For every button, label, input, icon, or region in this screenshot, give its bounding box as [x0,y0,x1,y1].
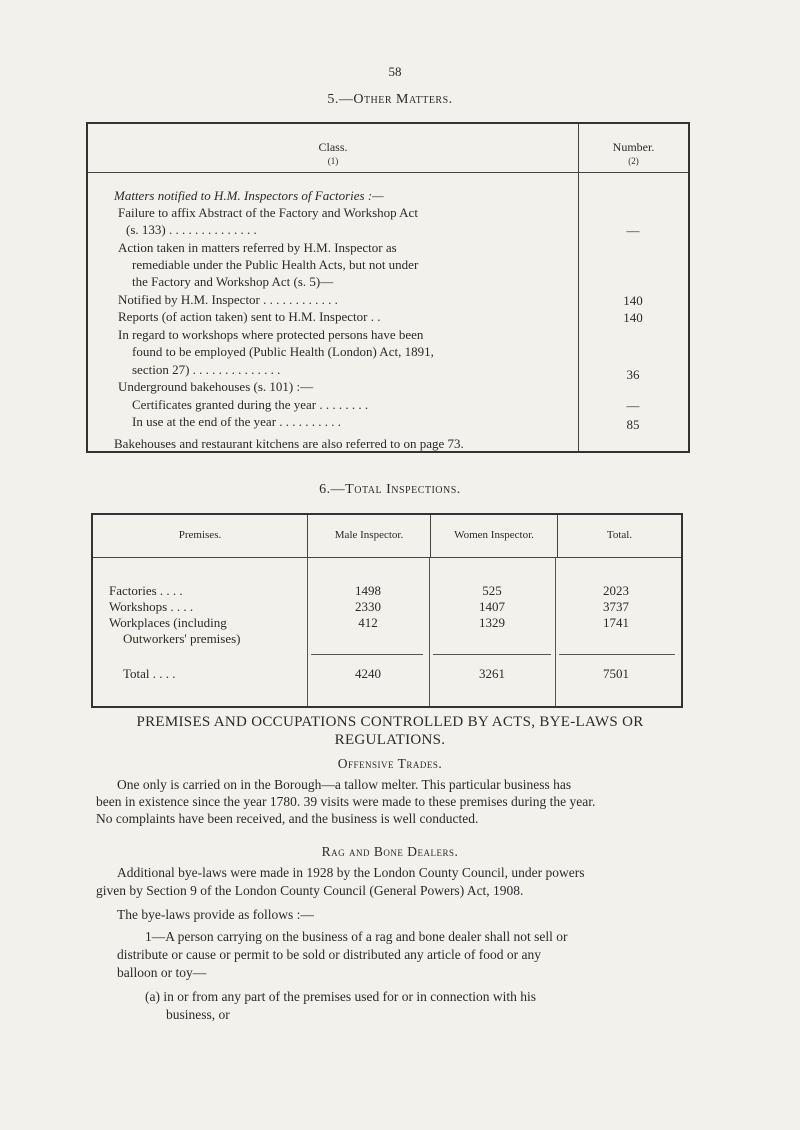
row-text: Reports (of action taken) sent to H.M. Inspector . . [118,309,381,324]
total-rule [311,654,423,655]
column-header-label: Class. [318,140,348,154]
row-text: In use at the end of the year . . . . . . . . . . [132,414,342,429]
column-divider [307,558,308,706]
row-total: 2023 [603,583,629,598]
total-row-women: 3261 [479,666,505,681]
row-text: Certificates granted during the year . . . . . . . . [132,397,369,412]
row-women: 525 [482,583,502,598]
rag-paragraph-line: balloon or toy— [117,965,207,980]
row-text: remediable under the Public Health Acts, but not under [132,257,419,272]
total-row-label: Total . . . . [123,666,176,681]
table-header [88,124,688,173]
rag-bone-heading: Rag and Bone Dealers. [321,844,459,859]
table-body [93,558,681,706]
row-male: 412 [358,615,378,630]
rag-paragraph-line: 1—A person carrying on the business of a rag and bone dealer shall not sell or [145,929,568,944]
section-6-title: 6.—Total Inspections. [319,482,461,497]
premises-heading: PREMISES AND OCCUPATIONS CONTROLLED BY ACTS, BYE-LAWS OR [136,714,644,730]
total-rule [433,654,551,655]
row-text: Underground bakehouses (s. 101) :— [118,379,314,394]
column-header-label: Number. [612,140,655,154]
row-male: 1498 [355,583,381,598]
row-premises: Workshops . . . . [109,599,194,614]
row-value: — [626,398,640,413]
offensive-paragraph-line: One only is carried on in the Borough—a tallow melter. This particular business has [117,777,572,792]
row-value: 85 [626,417,640,432]
bakehouse-note: Bakehouses and restaurant kitchens are also referred to on page 73. [114,436,464,451]
row-male: 2330 [355,599,381,614]
column-header-total: Total. [606,529,633,541]
row-women: 1407 [479,599,505,614]
row-premises: Workplaces (including [109,615,227,630]
column-header-male: Male Inspector. [308,515,431,557]
row-value: 140 [623,293,643,308]
rag-paragraph-line: business, or [166,1007,230,1022]
row-total: 3737 [603,599,629,614]
column-header-number: (1) [327,156,339,166]
column-header-class [88,124,579,172]
total-inspections-table [91,513,683,708]
row-text: found to be employed (Public Health (London) Act, 1891, [132,344,434,359]
table-body [88,173,688,451]
row-text: section 27) . . . . . . . . . . . . . . [132,362,281,377]
rag-paragraph-line: (a) in or from any part of the premises used for or in connection with his [145,989,537,1004]
rag-paragraph-line: given by Section 9 of the London County Council (General Powers) Act, 1908. [96,883,524,898]
rag-paragraph-line: Additional bye-laws were made in 1928 by the London County Council, under powers [117,865,585,880]
column-divider [578,173,579,451]
row-text: the Factory and Workshop Act (s. 5)— [132,274,334,289]
rag-paragraph-line: distribute or cause or permit to be sold or distributed any article of food or any [117,947,542,962]
row-value: 140 [623,310,643,325]
column-header-premises: Premises. [93,515,308,557]
row-premises-continued: Outworkers' premises) [123,631,241,646]
row-text: (s. 133) . . . . . . . . . . . . . . [126,222,257,237]
offensive-paragraph-line: been in existence since the year 1780. 39 visits were made to these premises during the year. [96,794,596,809]
row-women: 1329 [479,615,505,630]
column-divider [555,558,556,706]
row-text: Notified by H.M. Inspector . . . . . . . . . . . . [118,292,338,307]
table-header [93,515,681,558]
row-text: Action taken in matters referred by H.M. Inspector as [118,240,397,255]
column-header-number-col [579,124,688,172]
row-text: In regard to workshops where protected persons have been [118,327,424,342]
column-header-number: (2) [628,156,639,166]
row-value: 36 [626,367,640,382]
offensive-paragraph-line: No complaints have been received, and the business is well conducted. [96,811,479,826]
total-row-male: 4240 [355,666,381,681]
offensive-trades-heading: Offensive Trades. [337,756,443,771]
premises-heading-continued: REGULATIONS. [334,732,446,748]
page-number: 58 [388,64,402,79]
total-row-total: 7501 [603,666,629,681]
section-5-title: 5.—Other Matters. [327,92,453,107]
row-text: Matters notified to H.M. Inspectors of Factories :— [114,188,384,203]
row-total: 1741 [603,615,629,630]
total-rule [559,654,675,655]
rag-paragraph-line: The bye-laws provide as follows :— [117,907,314,922]
row-value: — [626,223,640,238]
column-divider [429,558,430,706]
row-premises: Factories . . . . [109,583,183,598]
row-text: Failure to affix Abstract of the Factory and Workshop Act [118,205,418,220]
other-matters-table [86,122,690,453]
column-header-women: Women Inspector. [431,515,558,557]
